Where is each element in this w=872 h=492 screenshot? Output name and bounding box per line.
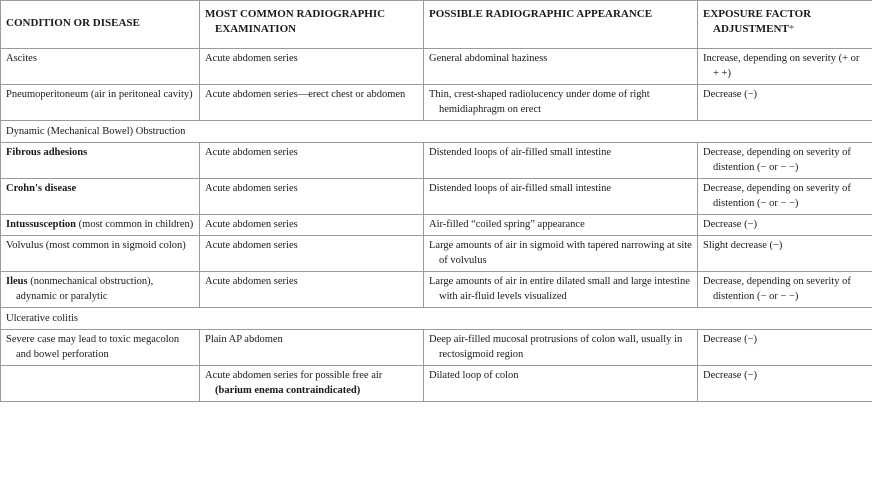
appearance-text: Distended loops of air-filled small intestine	[429, 183, 612, 194]
exam-text	[205, 368, 418, 398]
exposure-text: Increase, depending on severity (+ or + +)	[703, 53, 860, 79]
appearance-text: Deep air-filled mucosal protrusions of colon wall, usually in rectosigmoid region	[429, 334, 683, 360]
table-row	[1, 330, 872, 366]
exposure-text: Decrease (−)	[703, 370, 758, 381]
header-exam	[200, 1, 424, 49]
appearance-text: General abdominal haziness	[429, 53, 548, 64]
condition-cell	[1, 49, 200, 85]
exposure-text: Decrease (−)	[703, 334, 758, 345]
exposure-text: Decrease (−)	[703, 89, 758, 100]
section-row	[1, 308, 872, 330]
header-exam-text: MOST COMMON RADIOGRAPHIC EXAMINATION	[205, 8, 386, 35]
appearance-cell	[424, 272, 698, 308]
table-row	[1, 236, 872, 272]
condition-text	[6, 145, 194, 160]
table-row	[1, 49, 872, 85]
appearance-cell	[424, 366, 698, 402]
condition-cell	[1, 272, 200, 308]
exam-text: Acute abdomen series	[205, 183, 298, 194]
appearance-cell	[424, 49, 698, 85]
exposure-text: Decrease, depending on severity of distention (− or − −)	[703, 183, 851, 209]
exam-cell	[200, 179, 424, 215]
exam-cell	[200, 272, 424, 308]
exam-cell	[200, 330, 424, 366]
condition-text	[6, 274, 194, 304]
exposure-cell	[698, 179, 872, 215]
exam-cell	[200, 49, 424, 85]
appearance-cell	[424, 85, 698, 121]
appearance-text: Distended loops of air-filled small intestine	[429, 147, 612, 158]
condition-text: Severe case may lead to toxic megacolon and bowel perforation	[6, 334, 180, 360]
condition-text: Pneumoperitoneum (air in peritoneal cavity)	[6, 89, 193, 100]
condition-name: Fibrous adhesions	[6, 147, 88, 158]
exposure-text: Decrease, depending on severity of distention (− or − −)	[703, 276, 851, 302]
condition-text: Ascites	[6, 53, 37, 64]
exposure-cell	[698, 143, 872, 179]
table-row	[1, 143, 872, 179]
condition-cell	[1, 143, 200, 179]
condition-text	[6, 181, 194, 196]
appearance-cell	[424, 179, 698, 215]
table-row	[1, 85, 872, 121]
appearance-text: Thin, crest-shaped radiolucency under dome of right hemidiaphragm on erect	[429, 89, 650, 115]
header-appearance: POSSIBLE RADIOGRAPHIC APPEARANCE	[424, 1, 698, 49]
condition-text: Volvulus (most common in sigmoid colon)	[6, 240, 186, 251]
table-row	[1, 215, 872, 236]
exam-text: Acute abdomen series	[205, 276, 298, 287]
exam-text: Acute abdomen series	[205, 53, 298, 64]
appearance-text: Dilated loop of colon	[429, 370, 519, 381]
exposure-cell	[698, 272, 872, 308]
condition-cell	[1, 366, 200, 402]
condition-cell	[1, 85, 200, 121]
exam-text: Acute abdomen series—erect chest or abdomen	[205, 89, 406, 100]
appearance-text: Large amounts of air in entire dilated small and large intestine with air-fluid levels visualized	[429, 276, 690, 302]
exposure-cell	[698, 49, 872, 85]
condition-text	[6, 217, 194, 232]
condition-cell	[1, 215, 200, 236]
appearance-text: Large amounts of air in sigmoid with tapered narrowing at site of volvulus	[429, 240, 692, 266]
exam-main: Acute abdomen series for possible free air	[205, 370, 383, 381]
header-exposure	[698, 1, 872, 49]
appearance-cell	[424, 236, 698, 272]
exam-cell	[200, 236, 424, 272]
appearance-text: Air-filled “coiled spring” appearance	[429, 219, 585, 230]
header-exposure-label: EXPOSURE FACTOR ADJUSTMENT	[703, 8, 812, 35]
appearance-cell	[424, 330, 698, 366]
condition-note: (most common in children)	[76, 219, 194, 230]
exposure-cell	[698, 215, 872, 236]
header-exposure-text	[703, 7, 867, 37]
exam-cell	[200, 215, 424, 236]
exam-cell	[200, 366, 424, 402]
exposure-cell	[698, 330, 872, 366]
exam-note: (barium enema contraindicated)	[215, 385, 361, 396]
footnote-marker: *	[788, 23, 795, 35]
exposure-cell	[698, 236, 872, 272]
table-row	[1, 366, 872, 402]
exam-text: Acute abdomen series	[205, 219, 298, 230]
appearance-cell	[424, 143, 698, 179]
exposure-text: Slight decrease (−)	[703, 240, 783, 251]
table-row	[1, 272, 872, 308]
header-condition: CONDITION OR DISEASE	[1, 1, 200, 49]
condition-name: Intussusception	[6, 219, 77, 230]
exam-text: Plain AP abdomen	[205, 334, 283, 345]
exam-cell	[200, 143, 424, 179]
exam-text: Acute abdomen series	[205, 147, 298, 158]
exam-cell	[200, 85, 424, 121]
exposure-cell	[698, 366, 872, 402]
table-header-row	[1, 1, 872, 49]
appearance-cell	[424, 215, 698, 236]
condition-name: Ileus	[6, 276, 28, 287]
condition-cell	[1, 236, 200, 272]
condition-note: (nonmechanical obstruction), adynamic or paralytic	[16, 276, 154, 302]
condition-cell	[1, 179, 200, 215]
condition-cell	[1, 330, 200, 366]
exposure-cell	[698, 85, 872, 121]
exam-text: Acute abdomen series	[205, 240, 298, 251]
condition-name: Crohn's disease	[6, 183, 77, 194]
table-row	[1, 179, 872, 215]
exposure-text: Decrease, depending on severity of distention (− or − −)	[703, 147, 851, 173]
section-heading: Dynamic (Mechanical Bowel) Obstruction	[1, 121, 872, 143]
section-row	[1, 121, 872, 143]
section-heading: Ulcerative colitis	[1, 308, 872, 330]
exposure-text: Decrease (−)	[703, 219, 758, 230]
